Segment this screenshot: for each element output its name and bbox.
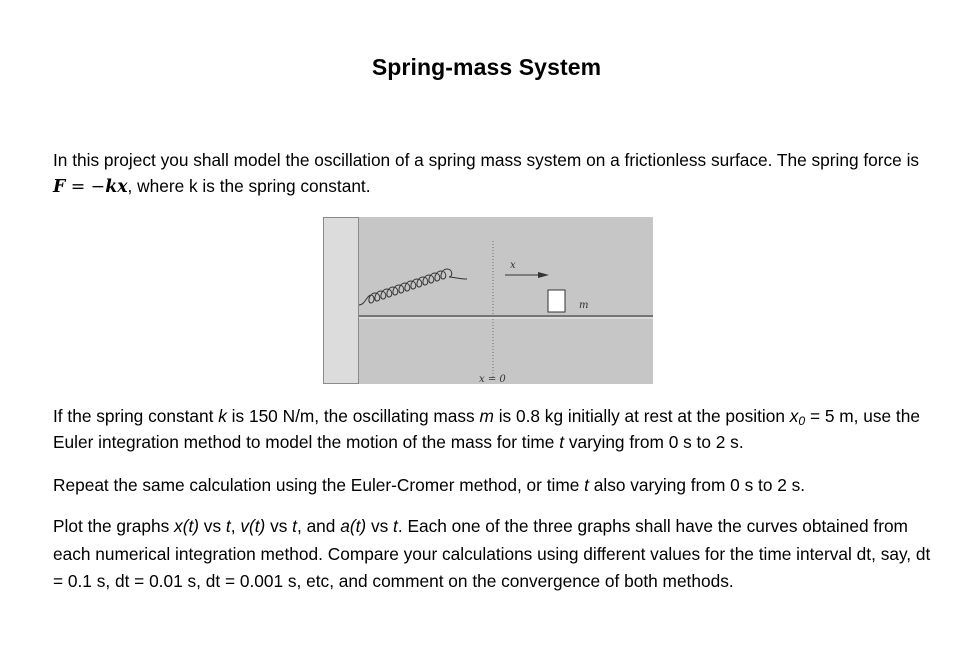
origin-label: x = 0 [479,374,506,384]
page-title: Spring-mass System [371,54,602,80]
euler-cromer-paragraph: Repeat the same calculation using the Euler-Cromer method, or time t also varying from 0 s to 2 s. [53,475,806,495]
force-symbol: F [53,177,66,197]
plot-instructions-paragraph: Plot the graphs x(t) vs t, v(t) vs t, and a(t) vs t. Each one of the three graphs shall have the curves obtained from each numerical integration method. Compare your calculations using different values for the time interval dt, say, dt = 0.1 s, dt = 0.01 s, dt = 0.001 s, etc, and comment on the convergence of both methods. [53,516,931,591]
parameters-paragraph: If the spring constant k is 150 N/m, the oscillating mass m is 0.8 kg initially at rest at the position $x_0 = 5$ m, use the Euler integration method to model the motion of the mass for time t varying from 0 s to 2 s. [53,406,920,452]
figure-background [323,217,653,384]
mass-block [548,290,565,312]
mass-label: m [579,300,589,311]
spring-mass-diagram [323,217,653,384]
force-expression: kx [105,177,128,197]
intro-paragraph: In this project you shall model the oscillation of a spring mass system on a frictionless surface. The spring force is F = −kx, where k is the spring constant. [53,150,920,197]
wall [324,218,359,384]
x-label: x [510,260,516,271]
